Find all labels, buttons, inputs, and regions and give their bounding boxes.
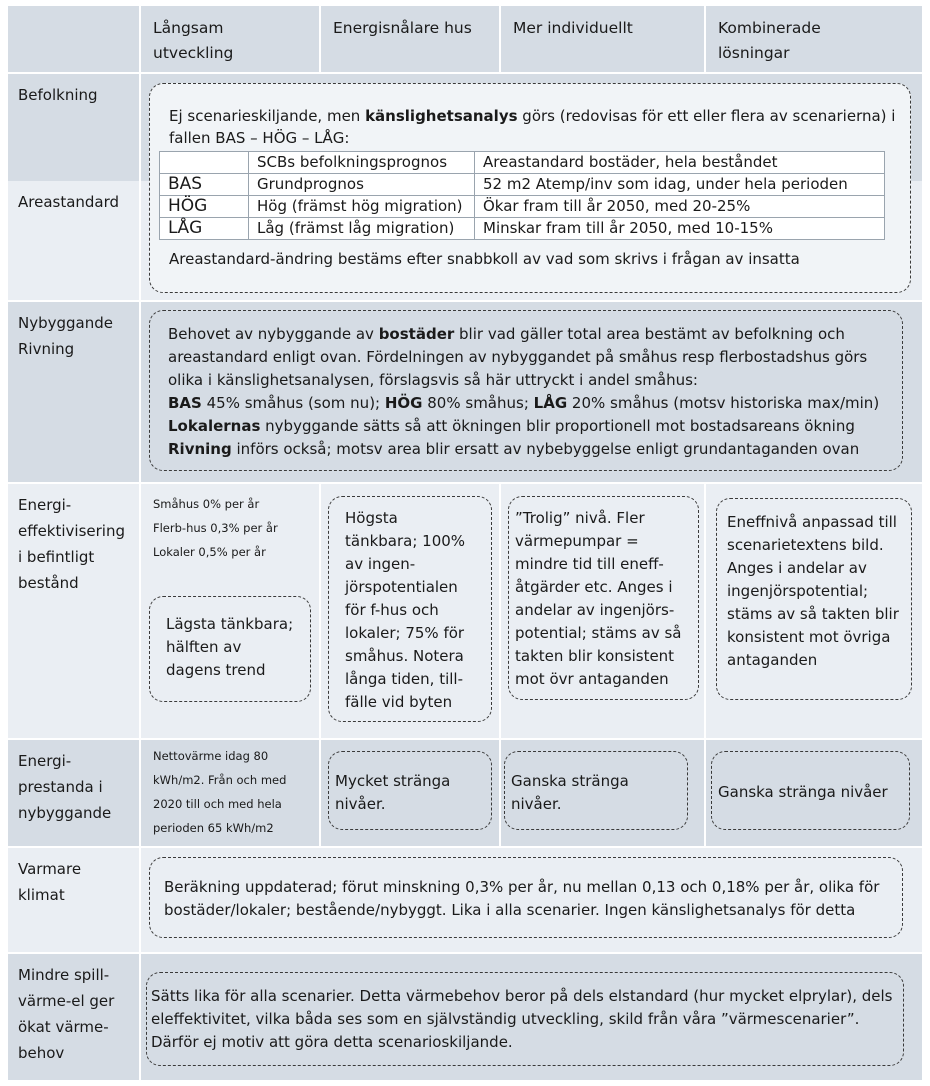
box-text [727,511,899,672]
header-langsam [141,6,319,72]
text: nybyggande sätts så att ökningen blir proportionell mot bostadsareans ökning [260,417,855,435]
text: potential; stäms av så [515,624,682,642]
text: 45% småhus (som nu); [201,394,385,412]
row-label-text: prestanda i [18,778,103,796]
table-cell: HÖG [160,196,249,218]
text: kWh/m2. Från och med [153,773,287,787]
box-text [515,507,681,691]
text: ”Trolig” nivå. Fler [515,509,645,527]
text: Eneffnivå anpassad till [727,513,897,531]
row-label-text: bestånd [18,574,79,592]
building-line: olika i känslighetsanalysen, förslagsvis så här uttryckt i andel småhus: [168,371,698,389]
table-cell: SCBs befolkningsprognos [249,152,475,174]
table-header-row [160,152,885,174]
header-label: Energisnålare hus [333,19,472,37]
row-label-areastandard [8,181,139,300]
box-text [151,985,892,1054]
text: Mycket stränga [335,772,451,790]
population-intro-line2: fallen BAS – HÖG – LÅG: [169,129,350,147]
text: 80% småhus; [422,394,534,412]
text-bold: LÅG [533,394,568,412]
text: långa tiden, till- [345,670,463,688]
text: mot övr antaganden [515,670,669,688]
population-intro [169,105,895,128]
row-label-varmare-klimat [8,848,139,952]
rate-text: Småhus 0% per år [153,497,260,511]
row-label-text: Nybyggande [18,314,113,332]
population-box [149,83,911,293]
box-text [345,507,465,714]
text: införs också; motsv area blir ersatt av nybebyggelse enligt grundantaganden ovan [231,440,860,458]
row-label-spillvarme [8,954,139,1080]
text: andelar av ingenjörs- [515,601,675,619]
text: Ej scenarieskiljande, men [169,107,366,125]
row-label-text: värme-el ger [18,992,115,1010]
text: Ganska stränga [511,772,629,790]
table-cell: BAS [160,174,249,196]
spill-box [146,972,904,1066]
text: av ingen- [345,555,416,573]
row-label-text: nybyggande [18,804,112,822]
row-label-text: Varmare [18,860,82,878]
text: Behovet av nybyggande av [168,325,379,343]
text: scenarietextens bild. [727,536,884,554]
building-box [149,310,903,471]
text-bold: Rivning [168,440,232,458]
text: ingenjörspotential; [727,582,869,600]
text: Anges i andelar av [727,559,867,577]
header-individuellt [501,6,704,72]
row-label-text: Areastandard [18,193,120,211]
text: blir vad gäller total area bestämt av befolkning och [454,325,845,343]
row-label-text: klimat [18,886,65,904]
text: perioden 65 kWh/m2 [153,821,274,835]
text: småhus. Notera [345,647,464,665]
text: Högsta [345,509,398,527]
text: för f-hus och [345,601,439,619]
text-bold: BAS [168,394,202,412]
rate-text: Flerb-hus 0,3% per år [153,521,278,535]
text: Sätts lika för alla scenarier. Detta värmebehov beror på dels elstandard (hur mycket elprylar), dels [151,987,893,1005]
text: Beräkning uppdaterad; förut minskning 0,3% per år, nu mellan 0,13 och 0,18% per år, olika för [164,878,880,896]
row-label-befolkning [8,74,139,181]
text: fälle vid byten [345,693,453,711]
text: åtgärder etc. Anges i [515,578,673,596]
table-cell: Hög (främst hög migration) [249,196,475,218]
text: bostäder/lokaler; bestående/nybyggt. Lika i alla scenarier. Ingen känslighetsanalys för detta [164,901,856,919]
box-text [335,770,450,816]
text: stäms av så takten blir [727,605,899,623]
text: Lägsta tänkbara; [166,615,294,633]
text: värmepumpar = [515,532,639,550]
population-table [159,151,885,240]
text: jörspotentialen [345,578,458,596]
row-label-text: Energi- [18,752,72,770]
table-row [160,218,885,240]
text: antaganden [727,651,818,669]
row-label-text: Befolkning [18,86,98,104]
header-label: lösningar [718,44,790,62]
header-corner [8,6,139,72]
eff-slow-box [149,596,311,702]
building-line [168,438,859,461]
header-kombinerade [706,6,922,72]
building-line [168,415,855,438]
text: Därför ej motiv att göra detta scenarioskiljande. [151,1033,513,1051]
header-label: Kombinerade [718,19,821,37]
cell-prest-langsam [141,740,319,846]
box-text [164,876,879,922]
eff-komb-box [716,498,912,700]
text: görs (redovisas för ett eller flera av scenarierna) i [517,107,896,125]
text: takten blir konsistent [515,647,675,665]
prest-energy-box [328,751,492,830]
prestanda-base-text [153,744,286,840]
text: mindre tid till eneff- [515,555,664,573]
header-label: Mer individuellt [513,19,633,37]
table-cell: LÅG [160,218,249,240]
row-label-text: Mindre spill- [18,966,110,984]
text-bold: Lokalernas [168,417,261,435]
text: nivåer. [511,795,562,813]
text: 20% småhus (motsv historiska max/min) [567,394,880,412]
text-bold: känslighetsanalys [365,107,518,125]
text: 2020 till och med hela [153,797,282,811]
table-cell: Låg (främst låg migration) [249,218,475,240]
text-bold: bostäder [378,325,455,343]
row-label-energiprestanda [8,740,139,846]
row-label-text: Rivning [18,340,75,358]
row-label-energieffektivisering [8,484,139,738]
rate-text: Lokaler 0,5% per år [153,545,266,559]
table-cell: Minskar fram till år 2050, med 10-15% [475,218,885,240]
text: hälften av [166,638,242,656]
row-label-text: effektivisering [18,522,125,540]
building-line: areastandard enligt ovan. Fördelningen av nybyggandet på småhus resp flerbostadshus görs [168,348,868,366]
table-cell: Ökar fram till år 2050, med 20-25% [475,196,885,218]
efficiency-rates [153,492,278,564]
box-text: Ganska stränga nivåer [718,783,888,801]
row-label-text: ökat värme- [18,1018,109,1036]
prest-komb-box [711,751,910,830]
box-text [511,770,629,816]
eff-indiv-box [508,496,699,700]
text: dagens trend [166,661,266,679]
table-row [160,196,885,218]
text: nivåer. [335,795,386,813]
row-label-nybyggande [8,302,139,482]
table-cell: Areastandard bostäder, hela beståndet [475,152,885,174]
text-bold: HÖG [384,394,423,412]
text: Nettovärme idag 80 [153,749,269,763]
table-cell: Grundprognos [249,174,475,196]
text: eleffektivitet, vilka båda ses som en självständig utveckling, skild från våra ”värmescenarier”. [151,1010,860,1028]
text: konsistent mot övriga [727,628,891,646]
building-line [168,323,845,346]
building-line [168,392,879,415]
row-label-text: behov [18,1044,65,1062]
climate-box [149,857,903,938]
header-label: Långsam utveckling [153,19,234,62]
table-cell [160,152,249,174]
text: lokaler; 75% för [345,624,465,642]
eff-energy-box [328,496,492,722]
box-text [166,613,293,682]
row-label-text: i befintligt [18,548,95,566]
text: tänkbara; 100% [345,532,466,550]
row-label-text: Energi- [18,496,72,514]
prest-indiv-box [504,751,688,830]
table-cell: 52 m2 Atemp/inv som idag, under hela perioden [475,174,885,196]
header-energisnalare [321,6,499,72]
table-row [160,174,885,196]
population-footer: Areastandard-ändring bestäms efter snabbkoll av vad som skrivs i frågan av insatta [169,250,800,268]
